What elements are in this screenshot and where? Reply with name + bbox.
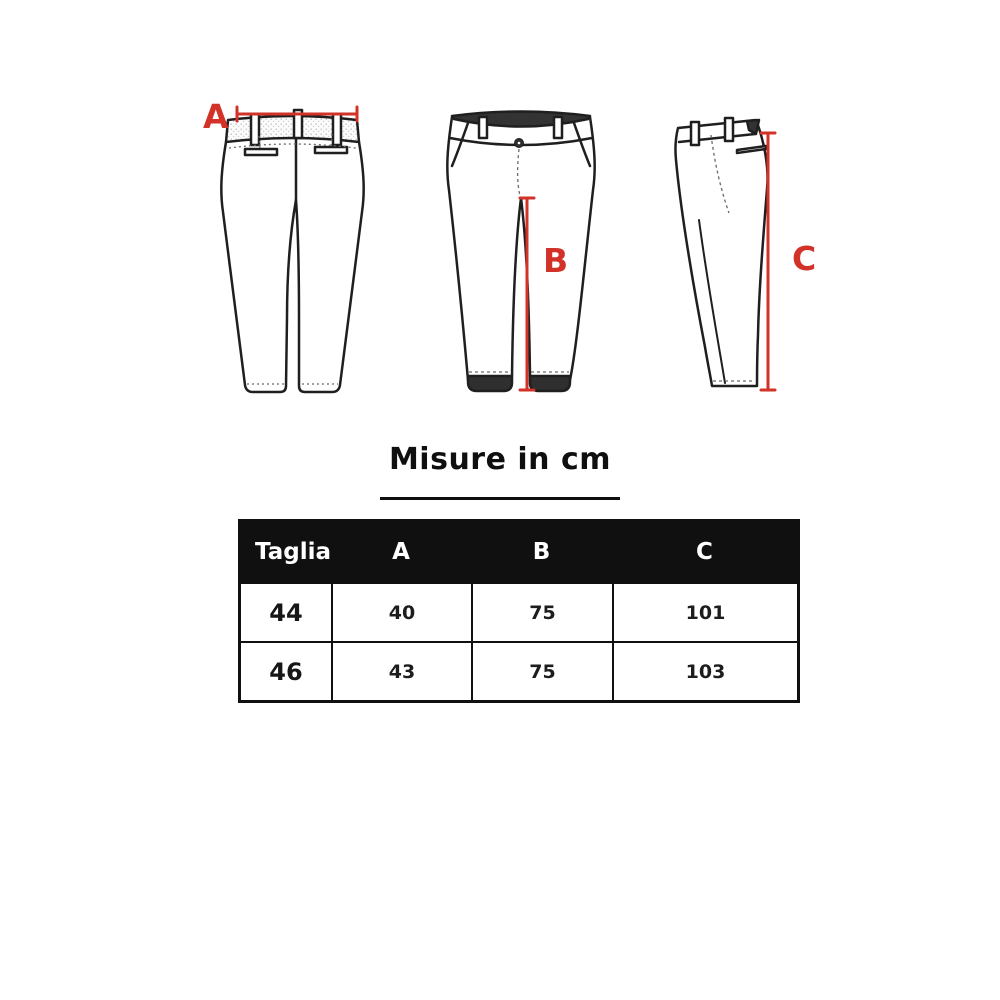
pants-side-outline	[675, 118, 767, 386]
measurement-label-a: A	[203, 97, 229, 136]
cell-size-46: 46	[269, 657, 303, 686]
pants-back-outline	[221, 110, 363, 392]
title-underline	[380, 497, 620, 500]
cell-46-a: 43	[331, 643, 471, 700]
column-header-a: A	[392, 539, 410, 565]
cell-46-b: 75	[471, 643, 612, 700]
pants-back-view-diagram	[195, 88, 430, 408]
measurement-label-c: C	[792, 239, 817, 278]
pants-front-button	[515, 139, 524, 148]
cell-46-c: 103	[612, 643, 797, 700]
cell-size-44: 44	[269, 598, 303, 627]
cell-44-c: 101	[612, 584, 797, 641]
column-header-c: C	[696, 539, 713, 565]
pants-side-view-diagram	[655, 85, 835, 410]
pants-front-view-diagram	[435, 88, 610, 408]
measurement-line-b	[520, 198, 534, 390]
cell-44-a: 40	[331, 584, 471, 641]
column-header-b: B	[532, 539, 551, 565]
title-block	[0, 442, 1000, 477]
size-table	[238, 519, 800, 703]
pants-front-outline	[447, 112, 594, 392]
cell-44-b: 75	[471, 584, 612, 641]
table-row	[241, 641, 797, 700]
size-table-header-row	[241, 522, 797, 582]
column-header-taglia: Taglia	[255, 539, 331, 565]
measurement-label-b: B	[543, 241, 569, 280]
table-row	[241, 582, 797, 641]
page-title: Misure in cm	[388, 442, 612, 477]
